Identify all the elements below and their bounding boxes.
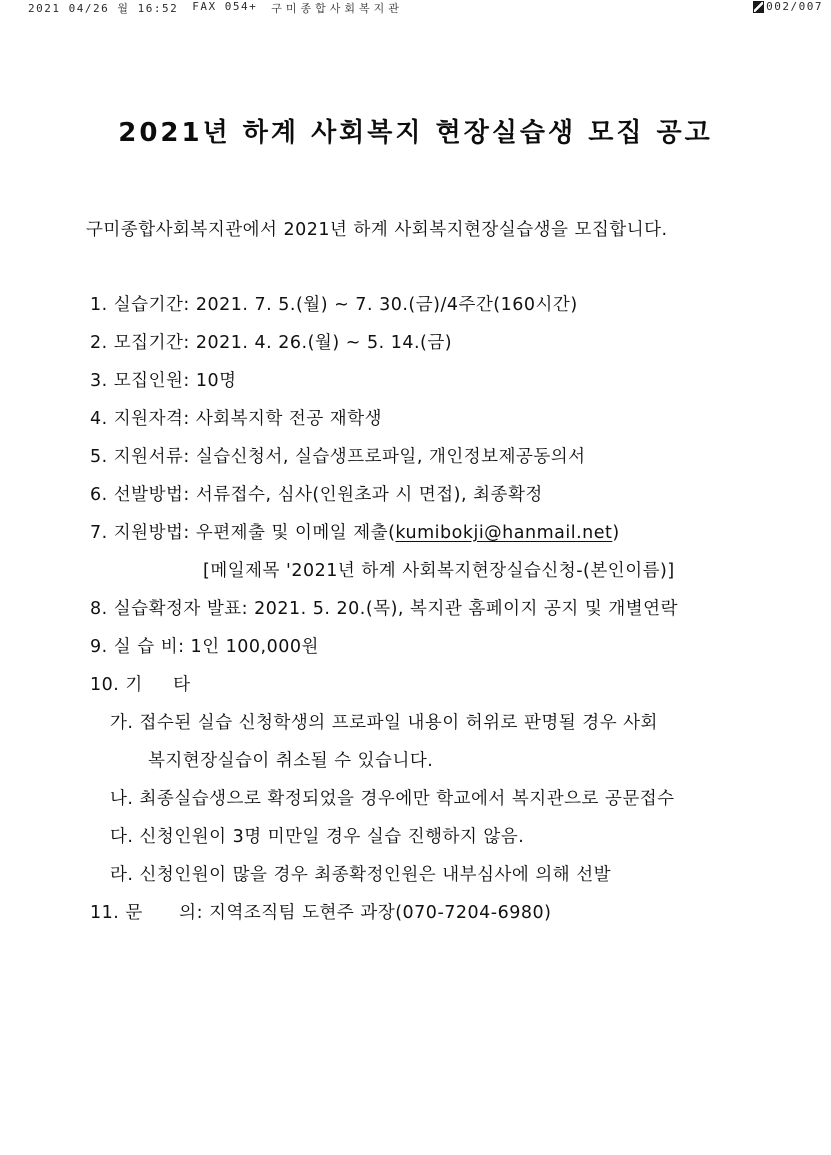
- fax-number: FAX 054+: [192, 0, 258, 13]
- notice-item-2: 2. 모집기간: 2021. 4. 26.(월) ~ 5. 14.(금): [90, 333, 453, 353]
- notice-body: [90, 286, 791, 932]
- notice-item-11: 11. 문 의: 지역조직팀 도현주 과장(070-7204-6980): [90, 903, 552, 923]
- notice-item-7-mail-subject: [메일제목 '2021년 하계 사회복지현장실습신청-(본인이름)]: [203, 561, 675, 581]
- fax-page-icon: [753, 1, 764, 13]
- notice-item-10: 10. 기 타: [90, 675, 191, 695]
- notice-subitem-na: 나. 최종실습생으로 확정되었을 경우에만 학교에서 복지관으로 공문접수: [110, 789, 675, 809]
- notice-subitem-ra: 라. 신청인원이 많을 경우 최종확정인원은 내부심사에 의해 선발: [110, 865, 612, 885]
- notice-item-1: 1. 실습기간: 2021. 7. 5.(월) ~ 7. 30.(금)/4주간(160시간): [90, 295, 578, 315]
- fax-transmission-header: [28, 0, 823, 16]
- notice-item-6: 6. 선발방법: 서류접수, 심사(인원초과 시 면접), 최종확정: [90, 485, 543, 505]
- item-7-suffix: ): [612, 523, 620, 543]
- notice-item-4: 4. 지원자격: 사회복지학 전공 재학생: [90, 409, 383, 429]
- notice-subitem-ga-line2: 복지현장실습이 취소될 수 있습니다.: [148, 751, 434, 771]
- page-title: 2021년 하계 사회복지 현장실습생 모집 공고: [118, 118, 713, 148]
- notice-subitem-ga-line1: 가. 접수된 실습 신청학생의 프로파일 내용이 허위로 판명될 경우 사회: [110, 713, 658, 733]
- notice-subitem-da: 다. 신청인원이 3명 미만일 경우 실습 진행하지 않음.: [110, 827, 525, 847]
- intro-sentence: 구미종합사회복지관에서 2021년 하계 사회복지현장실습생을 모집합니다.: [86, 220, 668, 240]
- item-7-prefix: 7. 지원방법: 우편제출 및 이메일 제출(: [90, 523, 396, 543]
- fax-header-left: [28, 0, 403, 16]
- notice-item-9: 9. 실 습 비: 1인 100,000원: [90, 637, 319, 657]
- notice-item-3: 3. 모집인원: 10명: [90, 371, 237, 391]
- fax-station-name: 구미종합사회복지관: [271, 2, 403, 15]
- fax-header-right: [753, 0, 823, 13]
- fax-page-indicator: 002/007: [766, 0, 823, 13]
- email-link[interactable]: kumibokji@hanmail.net: [395, 523, 613, 543]
- notice-item-8: 8. 실습확정자 발표: 2021. 5. 20.(목), 복지관 홈페이지 공지 및 개별연락: [90, 599, 678, 619]
- notice-item-5: 5. 지원서류: 실습신청서, 실습생프로파일, 개인정보제공동의서: [90, 447, 586, 467]
- fax-datetime: 2021 04/26 월 16:52: [28, 2, 179, 15]
- notice-item-7: [90, 514, 791, 552]
